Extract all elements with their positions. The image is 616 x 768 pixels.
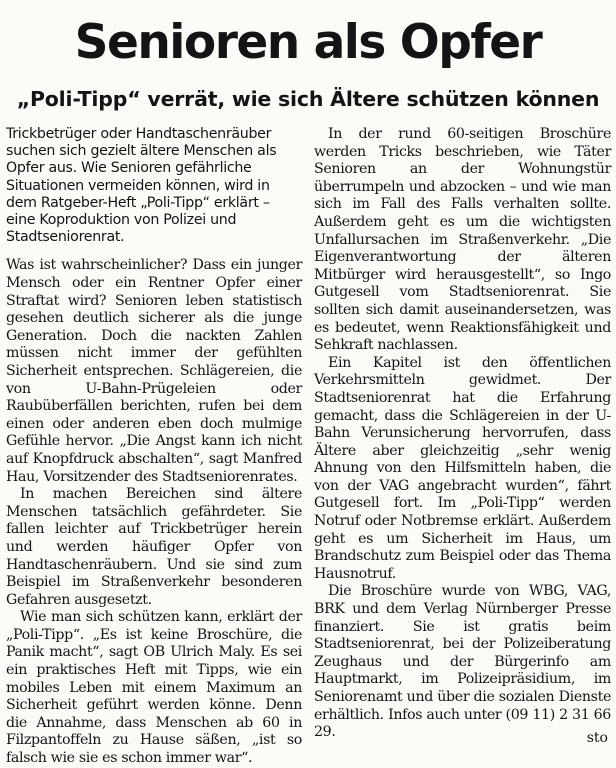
author-byline: sto	[586, 730, 608, 746]
body-paragraph: Ein Kapitel ist den öffentlichen Verkehrsmitteln gewidmet. Der Stadtseniorenrat hat die Erfahrung gemacht, dass die Schlägereien in der U-Bahn Verunsicherung hervorrufen, dass Ältere aber gleichzeitig „sehr wenig Ahnung von den Hilfsmitteln haben, die von der VAG angebracht wurden“, fährt Gutgesell fort. Im „Poli-Tipp“ werden Notruf oder Notbremse erklärt. Außerdem geht es um Sicherheit im Haus, um Brandschutz zum Beispiel oder das Thema Hausnotruf.	[314, 354, 611, 582]
lead-paragraph: Trickbetrüger oder Handtaschenräuber suchen sich gezielt ältere Menschen als Opfer aus. Wie Senioren gefährliche Situationen vermeiden können, wird in dem Ratgeber-Heft „Poli-Tipp“ erklärt – eine Koproduktion von Polizei und Stadtseniorenrat.	[6, 126, 277, 246]
body-paragraph: Die Broschüre wurde von WBG, VAG, BRK und dem Verlag Nürnberger Presse finanziert. Sie ist gratis beim Stadtseniorenrat, bei der Polizeiberatung Zeughaus und der Bürgerinfo am Hauptmarkt, im Polizeipräsidium, im Seniorenamt und über die sozialen Dienste erhältlich. Infos auch unter (09 11) 2 31 66 29.	[314, 583, 611, 741]
body-paragraph: Was ist wahrscheinlicher? Dass ein junger Mensch oder ein Rentner Opfer einer Straftat wird? Senioren leben statistisch gesehen deutlich sicherer als die junge Generation. Doch die nackten Zahlen müssen nicht immer der gefühlten Sicherheit entsprechen. Schlägereien, die von U-Bahn-Prügeleien oder Raubüberfällen berichten, rufen bei dem einen oder anderen eben doch mulmige Gefühle hervor. „Die Angst kann ich nicht auf Knopfdruck abschalten“, sagt Manfred Hau, Vorsitzender des Stadtseniorenrates.	[6, 257, 302, 485]
subheadline: „Poli-Tipp“ verrät, wie sich Ältere schützen können	[16, 87, 600, 111]
body-paragraph: In der rund 60-seitigen Broschüre werden Tricks beschrieben, wie Täter Senioren an der Wohnungstür überrumpeln und abzocken – und wie man sich im Fall des Falls verhalten sollte. Außerdem geht es um die wichtigsten Unfallursachen im Straßenverkehr. „Die Eigenverantwortung der älteren Mitbürger wird herausgestellt“, so Ingo Gutgesell vom Stadtseniorenrat. Sie sollten sich damit auseinandersetzen, was es bedeutet, wenn Reaktionsfähigkeit und Sehkraft nachlassen.	[314, 126, 611, 354]
headline: Senioren als Opfer	[74, 15, 542, 70]
body-paragraph: Wie man sich schützen kann, erklärt der „Poli-Tipp“. „Es ist keine Broschüre, die Panik macht“, sagt OB Ulrich Maly. Es sei ein praktisches Heft mit Tipps, wie ein mobiles Leben mit einem Maximum an Sicherheit geführt werden könne. Denn die Annahme, dass Menschen ab 60 in Filzpantoffeln zu Hause säßen, „ist so falsch wie sie es schon immer war“.	[6, 609, 302, 767]
body-paragraph: In machen Bereichen sind ältere Menschen tatsächlich gefährdeter. Sie fallen leichter auf Trickbetrüger herein und werden häufiger Opfer von Handtaschenräubern. Und sie sind zum Beispiel im Straßenverkehr besonderen Gefahren ausgesetzt.	[6, 486, 302, 608]
article-column-left	[6, 126, 302, 767]
article-column-right	[314, 126, 611, 748]
